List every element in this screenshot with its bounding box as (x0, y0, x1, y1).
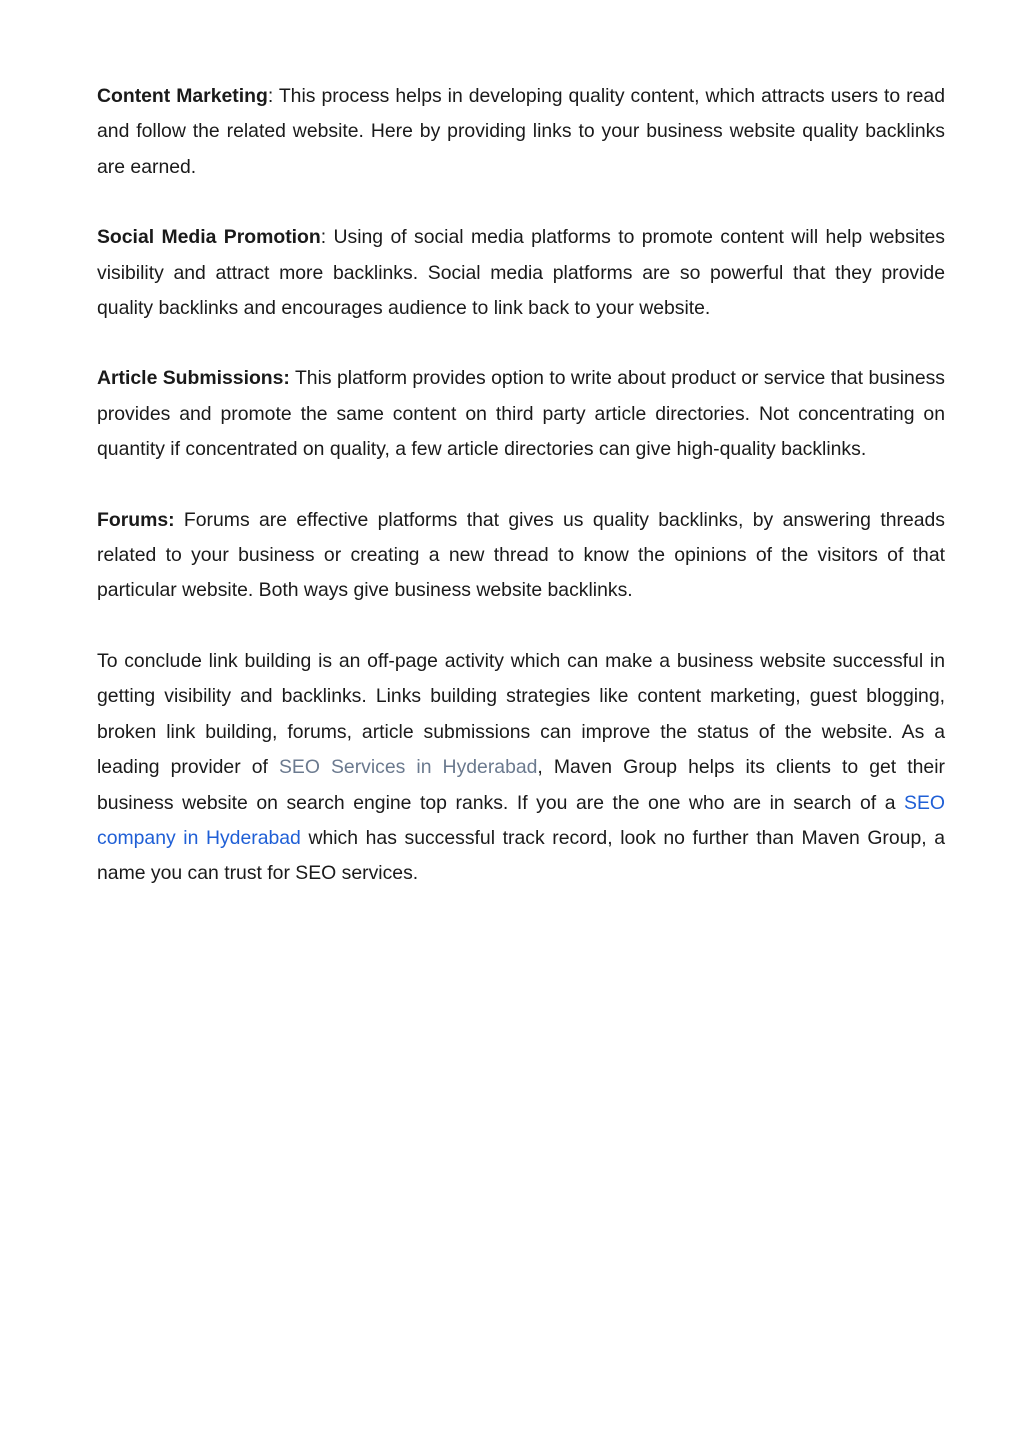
conclusion-text-3: which has successful track record, look no further than Maven Group, a name you can trust for SEO services. (97, 826, 946, 885)
body-article-submissions: This platform provides option to write about product or service that business provides and promote the same content on third party article directories. Not concentrating on quantity if concentrated on quality, a few article directories can give high-quality backlinks. (97, 367, 945, 461)
seo-company-hyderabad-link[interactable]: SEO company in Hyderabad (97, 791, 945, 849)
paragraph-social-media-promotion (97, 220, 945, 326)
paragraph-article-submissions (97, 361, 945, 467)
paragraph-forums (97, 503, 945, 609)
document-page (97, 79, 945, 927)
body-forums: Forums are effective platforms that gives us quality backlinks, by answering threads related to your business or creating a new thread to know the opinions of the visitors of that particular website. Both ways give business website backlinks. (97, 508, 945, 602)
heading-article-submissions: Article Submissions: (97, 367, 290, 390)
seo-services-hyderabad-link[interactable]: SEO Services in Hyderabad (278, 756, 538, 779)
body-content-marketing: : This process helps in developing quality content, which attracts users to read and follow the related website. Here by providing links to your business website quality backlinks are earned. (97, 85, 945, 178)
conclusion-text-2: , Maven Group helps its clients to get their business website on search engine top ranks. If you are the one who are in search of a (97, 756, 945, 814)
heading-content-marketing: Content Marketing (97, 85, 268, 107)
paragraph-content-marketing (97, 79, 945, 185)
body-social-media-promotion: : Using of social media platforms to promote content will help websites visibility and attract more backlinks. Social media platforms are so powerful that they provide quality backlinks and encourages audience to link back to your website. (97, 226, 946, 320)
conclusion-text-1: To conclude link building is an off-page activity which can make a business website successful in getting visibility and backlinks. Links building strategies like content marketing, guest blogging, broken link building, forums, article submissions can improve the status of the website. As a leading provider of (97, 649, 945, 779)
heading-forums: Forums: (97, 508, 175, 531)
paragraph-conclusion (97, 644, 945, 892)
heading-social-media-promotion: Social Media Promotion (97, 226, 321, 249)
